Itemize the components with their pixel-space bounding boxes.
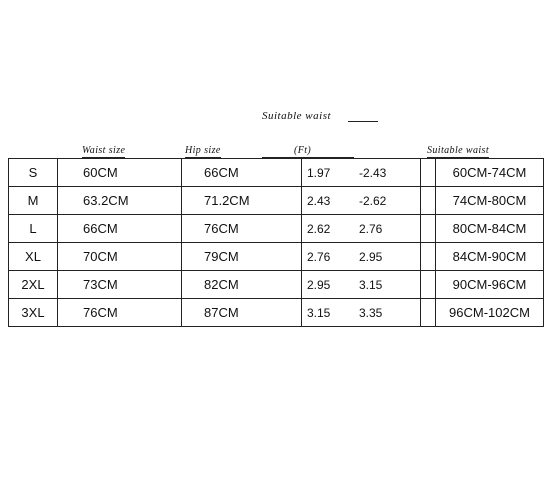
size-cell: L [9,215,58,243]
ft-max: -2.43 [359,166,387,180]
table-row [9,299,544,327]
hip-cell: 82CM [182,271,302,299]
header-hip-size-label: Hip size [185,145,221,156]
ft-cell [302,215,421,243]
size-cell: XL [9,243,58,271]
suitable-cell: 80CM-84CM [436,215,544,243]
waist-cell: 70CM [58,243,182,271]
title-underline [348,121,378,122]
ft-max: 3.35 [359,306,383,320]
header-suitable-waist-label: Suitable waist [427,145,489,156]
header-ft: (Ft) [262,145,354,158]
column-gap [421,159,436,187]
hip-cell: 71.2CM [182,187,302,215]
suitable-cell: 60CM-74CM [436,159,544,187]
waist-cell: 66CM [58,215,182,243]
ft-cell [302,187,421,215]
table-row [9,187,544,215]
header-waist-size [82,145,148,156]
size-cell: M [9,187,58,215]
hip-cell: 66CM [182,159,302,187]
ft-max: -2.62 [359,194,387,208]
header-hip-size [185,145,239,156]
header-suitable-waist [383,145,489,156]
waist-cell: 60CM [58,159,182,187]
table-row [9,159,544,187]
waist-cell: 73CM [58,271,182,299]
hip-cell: 76CM [182,215,302,243]
ft-cell [302,271,421,299]
ft-min: 1.97 [307,166,331,180]
size-cell: 3XL [9,299,58,327]
ft-min: 3.15 [307,306,331,320]
suitable-cell: 84CM-90CM [436,243,544,271]
table-row [9,215,544,243]
ft-cell [302,243,421,271]
header-waist-size-label: Waist size [82,145,126,156]
ft-cell [302,159,421,187]
table-row [9,271,544,299]
suitable-cell: 74CM-80CM [436,187,544,215]
column-gap [421,299,436,327]
suitable-cell: 96CM-102CM [436,299,544,327]
column-gap [421,271,436,299]
ft-min: 2.95 [307,278,331,292]
ft-min: 2.76 [307,250,331,264]
ft-max: 2.95 [359,250,383,264]
size-cell: S [9,159,58,187]
ft-max: 2.76 [359,222,383,236]
chart-title: Suitable waist [262,110,332,122]
size-cell: 2XL [9,271,58,299]
ft-min: 2.43 [307,194,331,208]
ft-min: 2.62 [307,222,331,236]
hip-cell: 87CM [182,299,302,327]
suitable-cell: 90CM-96CM [436,271,544,299]
size-table [8,158,544,327]
waist-cell: 76CM [58,299,182,327]
ft-max: 3.15 [359,278,383,292]
hip-cell: 79CM [182,243,302,271]
column-gap [421,243,436,271]
waist-cell: 63.2CM [58,187,182,215]
table-row [9,243,544,271]
ft-cell [302,299,421,327]
column-gap [421,215,436,243]
column-gap [421,187,436,215]
